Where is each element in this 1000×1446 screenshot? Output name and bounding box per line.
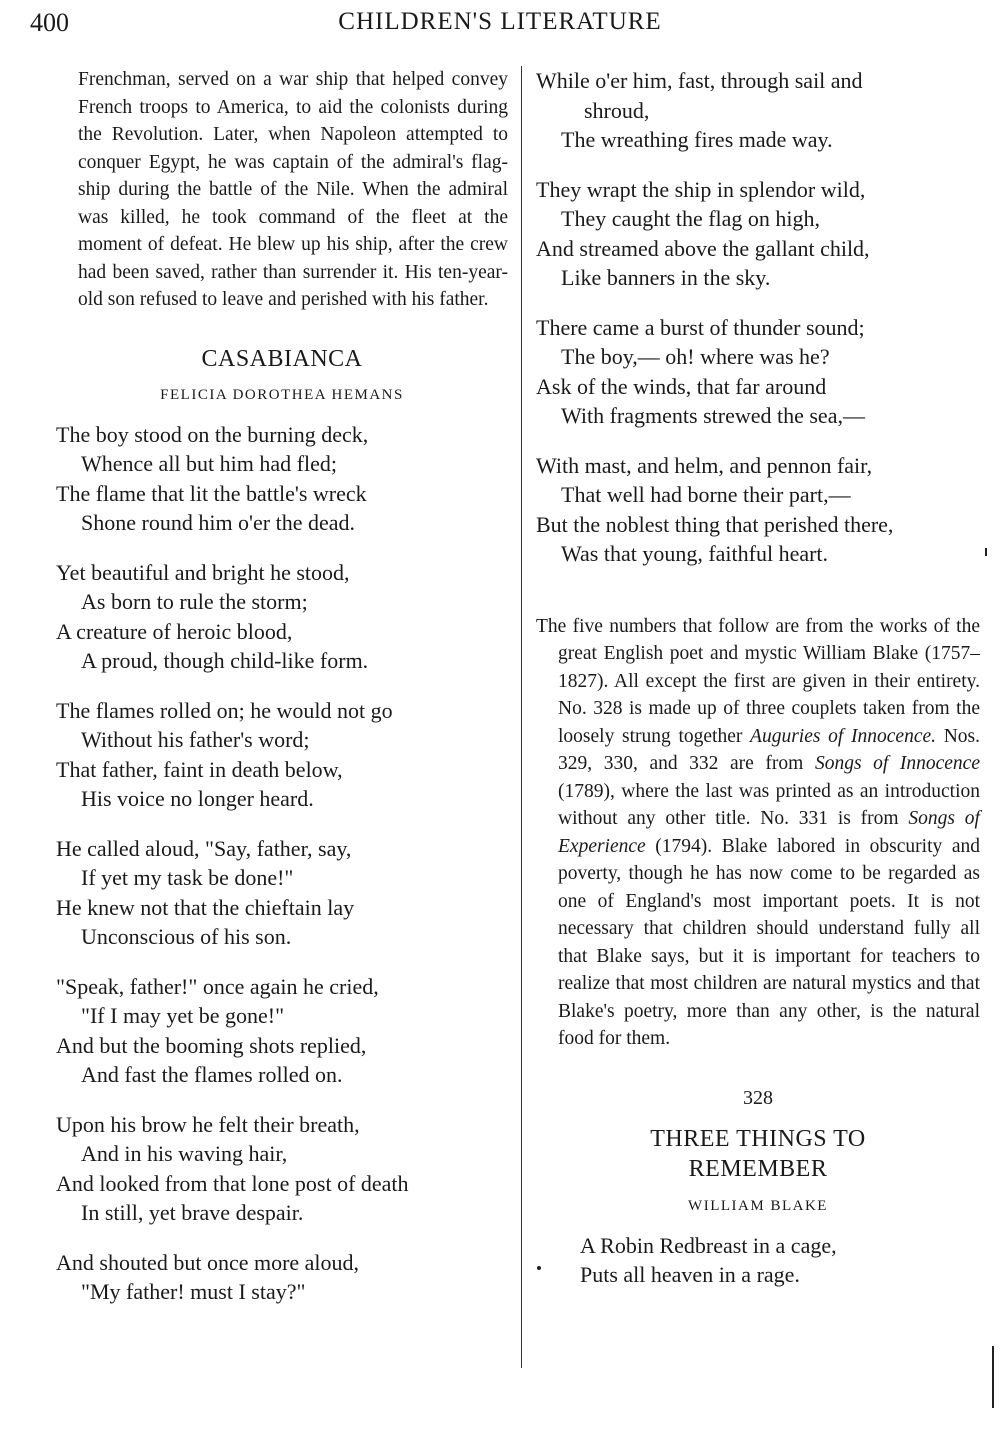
note-italic-title: Songs of Experience bbox=[558, 808, 980, 857]
poem-title-line: REMEMBER bbox=[688, 1155, 828, 1182]
page-number: 400 bbox=[30, 8, 69, 37]
poem-line: As born to rule the storm; bbox=[81, 589, 308, 614]
poem-line: Puts all heaven in a rage. bbox=[580, 1262, 800, 1287]
poem-number: 328 bbox=[743, 1086, 773, 1109]
stanza bbox=[56, 420, 508, 538]
poem-line: "Speak, father!" once again he cried, bbox=[56, 973, 379, 999]
poem-line: "If I may yet be gone!" bbox=[81, 1003, 285, 1028]
poem-line: While o'er him, fast, through sail and bbox=[536, 68, 863, 93]
poem-line: And shouted but once more aloud, bbox=[56, 1249, 360, 1275]
stanza bbox=[56, 1248, 508, 1307]
poem-line: They wrapt the ship in splendor wild, bbox=[536, 176, 866, 202]
note-text: (1789), where the last was printed as an introduction without any other title. No. 331 is from bbox=[558, 780, 980, 829]
note-text: The five numbers that follow are from the works of the great English poet and mystic William Blake (1757–1827). All except the first are given in their entirety. No. 328 is made up of three couplets taken from the loosely strung together bbox=[536, 615, 980, 747]
stanza bbox=[536, 1231, 980, 1290]
poem-title bbox=[536, 1124, 980, 1184]
stanza bbox=[56, 834, 508, 952]
poem-line: The boy stood on the burning deck, bbox=[56, 421, 369, 447]
poem-line: The boy,— oh! where was he? bbox=[561, 344, 830, 369]
poem-line: He called aloud, "Say, father, say, bbox=[56, 835, 352, 861]
poem-line: Like banners in the sky. bbox=[561, 265, 771, 290]
poem-line: Upon his brow he felt their breath, bbox=[56, 1111, 360, 1137]
poem-line: And in his waving hair, bbox=[81, 1141, 288, 1166]
stanza bbox=[536, 66, 980, 155]
poem-line: A Robin Redbreast in a cage, bbox=[580, 1232, 837, 1258]
poem-line: The flame that lit the battle's wreck bbox=[56, 480, 367, 506]
margin-tick bbox=[985, 548, 987, 556]
column-divider bbox=[521, 66, 522, 1368]
poem-line: Without his father's word; bbox=[81, 727, 310, 752]
stanza bbox=[56, 972, 508, 1090]
poem-line: shroud, bbox=[584, 97, 650, 123]
poem-line: A creature of heroic blood, bbox=[56, 618, 293, 644]
poem-line: And looked from that lone post of death bbox=[56, 1170, 409, 1196]
poem-line: Was that young, faithful heart. bbox=[561, 541, 829, 566]
poem-line: They caught the flag on high, bbox=[561, 206, 821, 231]
left-column bbox=[56, 66, 508, 1327]
poem-line: With mast, and helm, and pennon fair, bbox=[536, 452, 873, 478]
poem-line: Shone round him o'er the dead. bbox=[81, 510, 356, 535]
poem-line: There came a burst of thunder sound; bbox=[536, 314, 865, 340]
poem-author: FELICIA DOROTHEA HEMANS bbox=[160, 386, 404, 403]
stanza bbox=[536, 313, 980, 431]
poem-title-line: THREE THINGS TO bbox=[650, 1125, 866, 1152]
poem-line: Unconscious of his son. bbox=[81, 924, 292, 949]
stanza bbox=[536, 451, 980, 569]
poem-line: If yet my task be done!" bbox=[81, 865, 294, 890]
right-column bbox=[536, 66, 980, 1310]
poem-line: That father, faint in death below, bbox=[56, 756, 343, 782]
poem-line: But the noblest thing that perished there, bbox=[536, 511, 894, 537]
poem-author: WILLIAM BLAKE bbox=[688, 1197, 828, 1214]
poem-line: Yet beautiful and bright he stood, bbox=[56, 559, 350, 585]
poem-line: In still, yet brave despair. bbox=[81, 1200, 304, 1225]
poem-line: And fast the flames rolled on. bbox=[81, 1062, 343, 1087]
stanza bbox=[56, 696, 508, 814]
poem-line: And streamed above the gallant child, bbox=[536, 235, 870, 261]
note-italic-title: Songs of Innocence bbox=[814, 753, 980, 774]
poem-line: The wreathing fires made way. bbox=[561, 127, 833, 152]
poem-line: And but the booming shots replied, bbox=[56, 1032, 367, 1058]
poem-title: CASABIANCA bbox=[201, 345, 363, 372]
poem-line: Whence all but him had fled; bbox=[81, 451, 337, 476]
poem-line: The flames rolled on; he would not go bbox=[56, 697, 393, 723]
intro-paragraph: Frenchman, served on a war ship that helped convey French troops to America, to aid the colonists during the Revolution. Later, when Napoleon attempted to conquer Egypt, he was captain of the admiral's flag-ship during the battle of the Nile. When the admiral was killed, he took command of the fleet at the moment of defeat. He blew up his ship, after the crew had been saved, rather than surrender it. His ten-year-old son refused to leave and perished with his father. bbox=[78, 69, 508, 310]
poem-line: That well had borne their part,— bbox=[561, 482, 851, 507]
stanza bbox=[536, 175, 980, 293]
poem-line: "My father! must I stay?" bbox=[81, 1279, 306, 1304]
note-text: (1794). Blake labored in obscurity and poverty, though he has now come to be regarded as one of England's most important poets. It is not necessary that children should understand fully all that Blake says, but it is important for teachers to realize that most children are natural mystics and that Blake's poetry, more than any other, is the natural food for them. bbox=[558, 835, 980, 1049]
stanza bbox=[56, 1110, 508, 1228]
poem-line: With fragments strewed the sea,— bbox=[561, 403, 865, 428]
margin-rule bbox=[992, 1346, 994, 1408]
poem-line: His voice no longer heard. bbox=[81, 786, 314, 811]
poem-line: He knew not that the chieftain lay bbox=[56, 894, 355, 920]
poem-line: A proud, though child-like form. bbox=[81, 648, 369, 673]
editor-note bbox=[536, 613, 980, 1053]
poem-line: Ask of the winds, that far around bbox=[536, 373, 827, 399]
stanza bbox=[56, 558, 508, 676]
note-text: Nos. 329, 330, and 332 are from bbox=[558, 725, 981, 774]
running-title: CHILDREN'S LITERATURE bbox=[338, 8, 662, 35]
note-italic-title: Auguries of Innocence. bbox=[750, 725, 937, 747]
